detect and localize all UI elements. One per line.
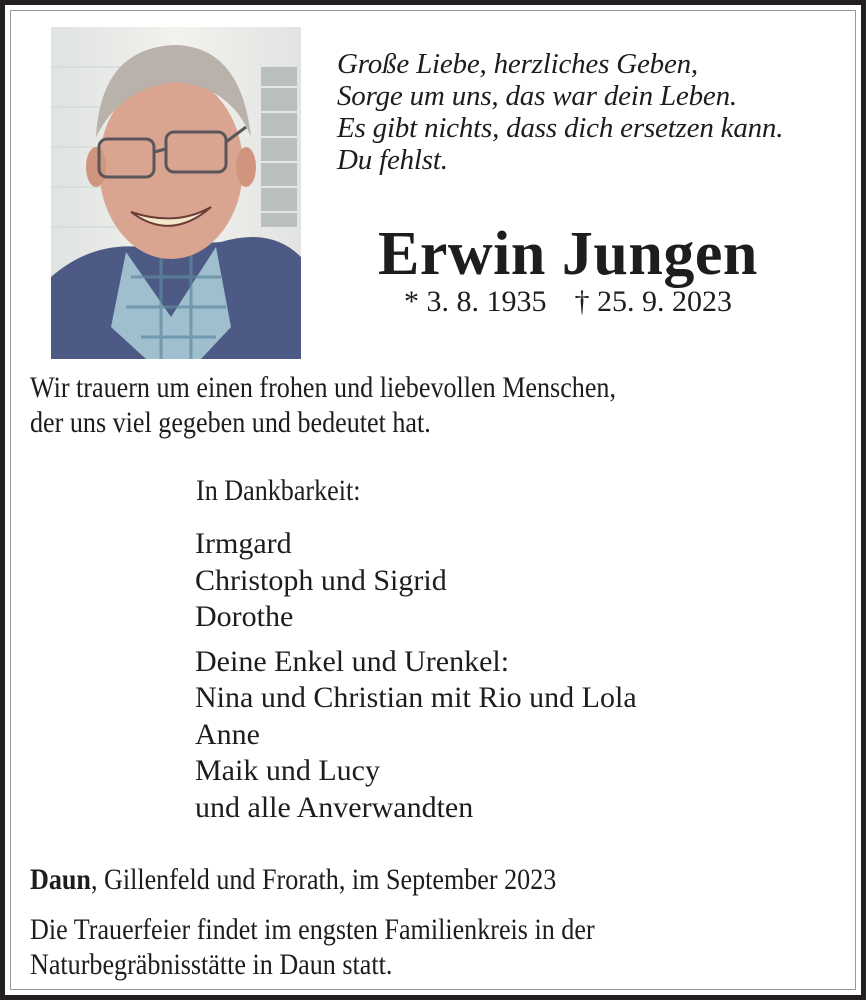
statement-line: Wir trauern um einen frohen und liebevollen Menschen, <box>30 371 617 404</box>
death-date: † 25. 9. 2023 <box>574 285 732 318</box>
birth-date: * 3. 8. 1935 <box>404 285 547 318</box>
family-member: Dorothe <box>195 600 294 633</box>
life-dates <box>404 285 732 319</box>
place-rest: , Gillenfeld und Frorath, im September 2023 <box>90 863 557 896</box>
family-list <box>195 526 637 826</box>
place-bold: Daun <box>30 863 91 896</box>
notice-line: Naturbegräbnisstätte in Daun statt. <box>30 948 393 981</box>
poem-line: Große Liebe, herzliches Geben, <box>337 48 698 80</box>
portrait-photo <box>51 27 301 359</box>
family-member: Nina und Christian mit Rio und Lola <box>195 681 637 714</box>
poem-line: Es gibt nichts, dass dich ersetzen kann. <box>337 112 784 144</box>
deceased-name: Erwin Jungen <box>378 220 758 288</box>
thanks-label: In Dankbarkeit: <box>196 474 361 507</box>
funeral-notice <box>30 912 595 982</box>
poem-line: Sorge um uns, das war dein Leben. <box>337 80 737 112</box>
family-member: Christoph und Sigrid <box>195 563 447 597</box>
family-group-grandchildren <box>195 644 637 827</box>
statement-line: der uns viel gegeben und bedeutet hat. <box>30 406 431 439</box>
memorial-poem <box>337 48 783 176</box>
mourning-statement <box>30 370 616 440</box>
place-and-date <box>30 862 556 897</box>
family-member: und alle Anverwandten <box>195 790 474 824</box>
portrait-image <box>51 27 301 359</box>
family-member: Irmgard <box>195 527 292 560</box>
family-member: Anne <box>195 717 260 751</box>
family-group-heading: Deine Enkel und Urenkel: <box>195 644 510 678</box>
family-group-children <box>195 526 637 636</box>
notice-line: Die Trauerfeier findet im engsten Familienkreis in der <box>30 913 595 946</box>
family-member: Maik und Lucy <box>195 754 380 787</box>
poem-line: Du fehlst. <box>337 144 448 176</box>
